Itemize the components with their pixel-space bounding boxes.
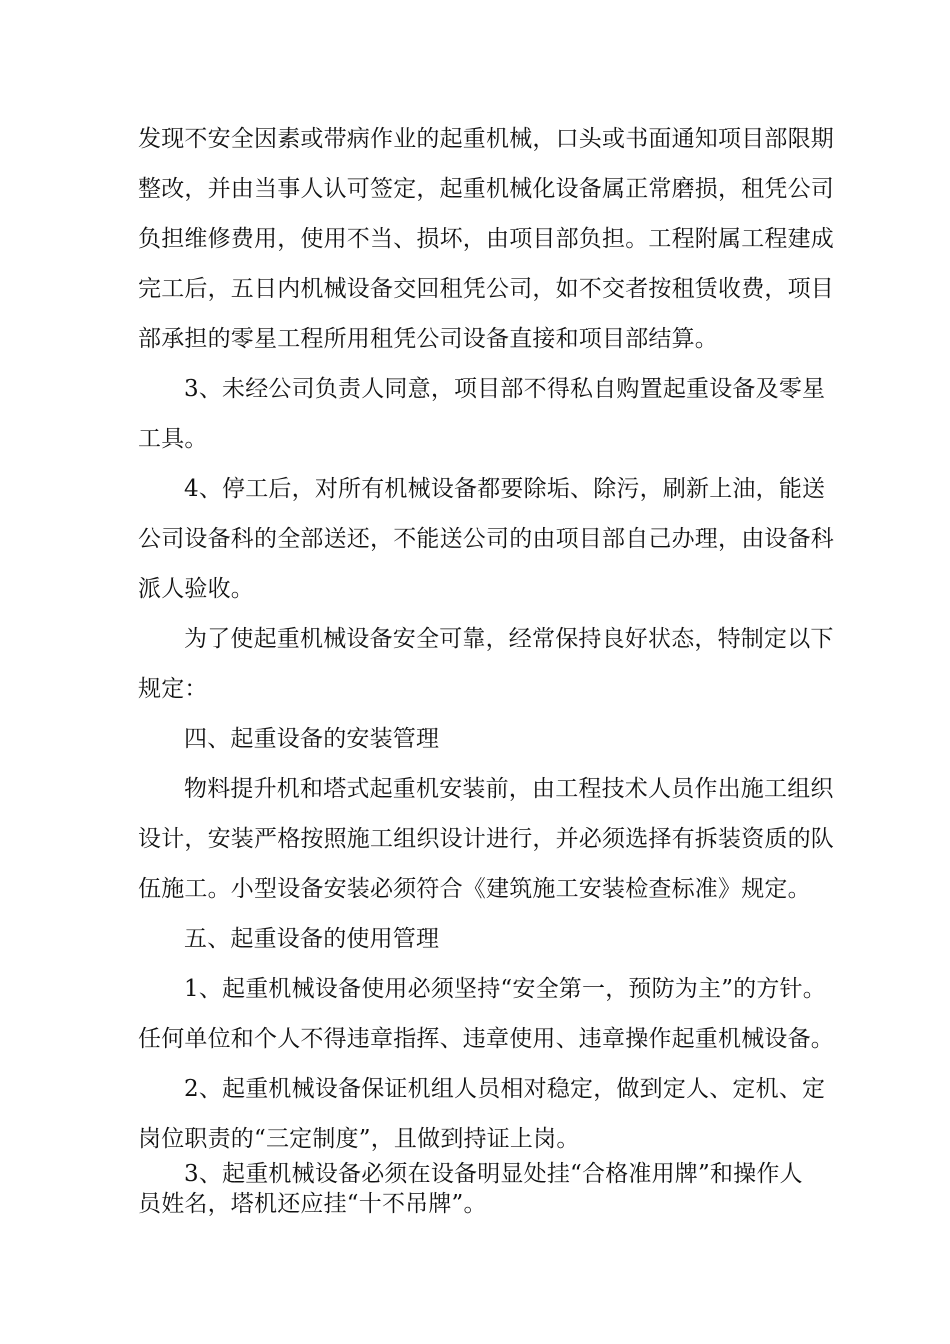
item-3-line-2: 工具。 <box>138 426 208 452</box>
paragraph-line-5: 部承担的零星工程所用租凭公司设备直接和项目部结算。 <box>138 326 718 352</box>
usage-item-3-line-1: 3、起重机械设备必须在设备明显处挂“合格准用牌”和操作人 <box>184 1161 803 1187</box>
intro-line-1: 为了使起重机械设备安全可靠，经常保持良好状态，特制定以下 <box>184 626 834 652</box>
install-line-3: 伍施工。小型设备安装必须符合《建筑施工安装检查标准》规定。 <box>138 876 811 902</box>
item-4-line-2: 公司设备科的全部送还，不能送公司的由项目部自己办理，由设备科 <box>138 526 834 552</box>
paragraph-line-4: 完工后，五日内机械设备交回租凭公司，如不交者按租赁收费，项目 <box>138 276 834 302</box>
usage-item-2-line-2: 岗位职责的“三定制度”，且做到持证上岗。 <box>138 1126 580 1152</box>
item-4-line-1: 4、停工后，对所有机械设备都要除垢、除污，刷新上油，能送 <box>184 476 826 502</box>
usage-item-1-line-2: 任何单位和个人不得违章指挥、违章使用、违章操作起重机械设备。 <box>138 1026 834 1052</box>
paragraph-line-3: 负担维修费用，使用不当、损坏，由项目部负担。工程附属工程建成 <box>138 226 834 252</box>
install-line-2: 设计，安装严格按照施工组织设计进行，并必须选择有拆装资质的队 <box>138 826 834 852</box>
install-line-1: 物料提升机和塔式起重机安装前，由工程技术人员作出施工组织 <box>184 776 834 802</box>
intro-line-2: 规定： <box>138 676 208 702</box>
item-3-line-1: 3、未经公司负责人同意，项目部不得私自购置起重设备及零星 <box>184 376 826 402</box>
usage-item-2-line-1: 2、起重机械设备保证机组人员相对稳定，做到定人、定机、定 <box>184 1076 826 1102</box>
paragraph-line-2: 整改，并由当事人认可签定，起重机械化设备属正常磨损，租凭公司 <box>138 176 834 202</box>
section-heading-usage: 五、起重设备的使用管理 <box>184 926 440 952</box>
usage-item-3-line-2: 员姓名，塔机还应挂“十不吊牌”。 <box>138 1191 487 1217</box>
item-4-line-3: 派人验收。 <box>138 576 254 602</box>
section-heading-install: 四、起重设备的安装管理 <box>184 726 440 752</box>
usage-item-1-line-1: 1、起重机械设备使用必须坚持“安全第一，预防为主”的方针。 <box>184 976 826 1002</box>
paragraph-line-1: 发现不安全因素或带病作业的起重机械，口头或书面通知项目部限期 <box>138 126 834 152</box>
